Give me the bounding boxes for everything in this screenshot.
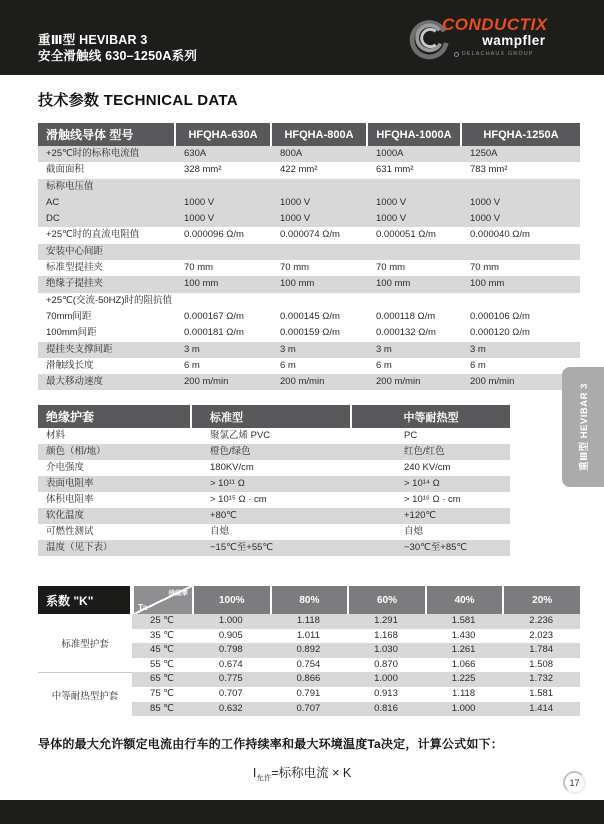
group-label-heat-resistant: 中等耐热型护套 [38, 672, 132, 716]
ta-value: 85 ℃ [150, 702, 174, 714]
insulation-table-row [38, 476, 510, 492]
row-label: 最大移动速度 [46, 376, 104, 388]
row-label: 体积电阻率 [46, 494, 94, 505]
conductor-table-row [38, 179, 580, 195]
formula-subscript: 允许 [256, 773, 272, 783]
duty-cycle-header: 20% [502, 586, 580, 614]
page-title: 技术参数 TECHNICAL DATA [38, 92, 238, 109]
cell-value: 1250A [470, 148, 498, 159]
k-value: 1.000 [374, 673, 398, 685]
k-table-title-cell: 系数 "K" [38, 586, 132, 614]
insulation-table-row [38, 524, 510, 540]
column-header: 标准型 [192, 405, 352, 428]
k-table-row [132, 672, 580, 687]
k-value: 0.632 [218, 702, 243, 714]
row-label: 截面面积 [46, 164, 85, 176]
logo-brand: CONDUCTIX [442, 15, 548, 34]
footer-bar [0, 800, 604, 824]
column-header: HFQHA-1000A [368, 123, 462, 146]
row-label: 100mm间距 [46, 327, 97, 339]
duty-cycle-header: 80% [270, 586, 348, 614]
note-paragraph: 导体的最大允许额定电流由行车的工作持续率和最大环境温度Ta决定，计算公式如下： [38, 737, 503, 751]
insulation-table-row [38, 444, 510, 460]
insulation-table-row [38, 460, 510, 476]
section-side-tab [562, 367, 604, 487]
k-value: 1.581 [451, 615, 476, 626]
standard-value: > 10¹⁵ Ω · cm [210, 494, 267, 505]
k-value: 1.291 [374, 615, 398, 626]
k-value: 1.011 [296, 629, 320, 641]
insulation-table-row [38, 508, 510, 524]
k-value: 1.118 [296, 615, 320, 626]
cell-value: 200 m/min [280, 376, 325, 388]
row-label: 可燃性测试 [46, 526, 94, 537]
row-label: +25℃时的直流电阻值 [46, 229, 140, 241]
conductor-table-header [38, 123, 580, 146]
heat-resistant-value: > 10¹⁶ Ω · cm [404, 494, 461, 505]
cell-value: 0.000181 Ω/m [184, 327, 244, 339]
cell-value: 800A [280, 148, 303, 159]
conductor-table-row [38, 309, 580, 325]
conductor-table-row [38, 358, 580, 374]
cell-value: 0.000051 Ω/m [376, 229, 436, 241]
standard-value: +80℃ [210, 510, 237, 521]
standard-value: 自熄 [210, 526, 230, 537]
column-header: 中等耐热型 [352, 405, 510, 428]
column-header: HFQHA-630A [176, 123, 272, 146]
k-table-rows [132, 614, 580, 716]
k-value: 1.168 [374, 629, 398, 641]
cell-value: 0.000145 Ω/m [280, 310, 340, 322]
row-label: 滑触线长度 [46, 359, 94, 371]
row-label: 安装中心间距 [46, 245, 104, 257]
standard-value: > 10¹¹ Ω [210, 478, 245, 489]
row-label: 提挂夹支撑间距 [46, 343, 113, 355]
page-number: 17 [569, 777, 580, 788]
k-value: 1.430 [451, 629, 476, 641]
insulation-table-row [38, 492, 510, 508]
row-label: 绝缘子提挂夹 [46, 278, 104, 290]
row-label: 材料 [46, 430, 66, 441]
conductix-wampfler-logo [408, 16, 588, 68]
k-table-left-column [38, 586, 132, 716]
logo-tagline [454, 51, 534, 57]
duty-cycle-header: 60% [347, 586, 425, 614]
ta-value: 35 ℃ [150, 629, 174, 641]
k-table-row [132, 658, 580, 673]
k-table-row [132, 629, 580, 644]
formula-rest: =标称电流 × K [271, 766, 352, 780]
series-title-line2: 安全滑触线 630–1250A系列 [38, 49, 198, 63]
cell-value: 328 mm² [184, 164, 222, 176]
conductor-table-row [38, 162, 580, 178]
standard-value: −15℃至+55℃ [210, 542, 274, 553]
cell-value: 0.000096 Ω/m [184, 229, 244, 241]
standard-value: 180KV/cm [210, 462, 254, 473]
conductor-table-row [38, 293, 580, 309]
k-value: 0.707 [218, 687, 243, 699]
row-label: 软化温度 [46, 510, 85, 521]
k-table-header-row [132, 586, 580, 614]
ta-value: 55 ℃ [150, 658, 174, 670]
k-value: 2.023 [529, 629, 554, 641]
ta-value: 25 ℃ [150, 615, 174, 626]
cell-value: 70 mm [184, 262, 214, 274]
k-value: 1.732 [529, 673, 554, 685]
cell-value: 630A [184, 148, 207, 159]
cell-value: 1000A [376, 148, 404, 159]
column-header: 滑触线导体 型号 [38, 123, 176, 146]
k-value: 0.905 [218, 629, 243, 641]
cell-value: 70 mm [376, 262, 406, 274]
k-value: 0.892 [296, 644, 321, 656]
k-value: 1.000 [451, 702, 476, 714]
cell-value: 0.000118 Ω/m [376, 310, 436, 322]
header-bar [0, 0, 604, 75]
row-label: 颜色（相/地） [46, 446, 106, 457]
cell-value: 6 m [280, 359, 296, 371]
cell-value: 70 mm [280, 262, 310, 274]
side-tab-label: 重Ⅲ型 HEVIBAR 3 [579, 383, 590, 471]
k-value: 1.508 [529, 658, 554, 670]
k-table-grid [132, 586, 580, 716]
heat-resistant-value: 自熄 [404, 526, 424, 537]
conductor-table-row [38, 260, 580, 276]
row-label: 介电强度 [46, 462, 85, 473]
heat-resistant-value: PC [404, 430, 418, 441]
logo-subbrand: wampfler [482, 33, 546, 48]
insulation-table-row [38, 428, 510, 444]
duty-cycle-label: 持续率 [168, 590, 188, 597]
document-title [38, 32, 197, 64]
formula-base: I [252, 766, 257, 780]
heat-resistant-value: 240 KV/cm [404, 462, 451, 473]
column-header: HFQHA-1250A [462, 123, 580, 146]
column-header: HFQHA-800A [272, 123, 368, 146]
k-value: 0.866 [296, 673, 321, 685]
cell-value: 0.000074 Ω/m [280, 229, 340, 241]
delachaux-icon [454, 52, 459, 57]
insulation-table [38, 405, 510, 556]
series-title-line1: 重Ⅲ型 HEVIBAR 3 [38, 33, 148, 47]
column-header: 绝缘护套 [38, 405, 192, 428]
k-value: 1.066 [451, 658, 476, 670]
cell-value: 3 m [184, 343, 200, 355]
logo-text [442, 16, 548, 57]
duty-cycle-header: 100% [192, 586, 270, 614]
cell-value: 3 m [470, 343, 486, 355]
ta-label: Ta [138, 602, 148, 612]
cell-value: 0.000167 Ω/m [184, 310, 244, 322]
cell-value: 6 m [184, 359, 200, 371]
cell-value: 0.000120 Ω/m [470, 327, 530, 339]
k-table-row [132, 687, 580, 702]
row-label: 标称电压值 [46, 180, 94, 192]
k-value: 0.754 [296, 658, 321, 670]
cell-value: 100 mm [184, 278, 219, 290]
cell-value: 6 m [376, 359, 392, 371]
row-label: +25℃(交流-50HZ)时的阻抗值 [46, 294, 173, 306]
row-label: 表面电阻率 [46, 478, 94, 489]
k-table-row [132, 614, 580, 629]
insulation-table-body [38, 428, 510, 556]
cell-value: 422 mm² [280, 164, 318, 176]
conductor-table [38, 123, 580, 390]
cell-value: 200 m/min [376, 376, 421, 388]
duty-cycle-header: 40% [425, 586, 503, 614]
k-value: 2.236 [529, 615, 554, 626]
cell-value: 1000 V [376, 213, 407, 225]
heat-resistant-value: −30℃至+85℃ [404, 542, 468, 553]
cell-value: 100 mm [470, 278, 505, 290]
cell-value: 1000 V [280, 196, 311, 208]
k-value: 0.870 [374, 658, 398, 670]
page-number-badge [563, 771, 586, 794]
row-label: 温度（见下表） [46, 542, 113, 553]
insulation-table-row [38, 540, 510, 556]
conductor-table-row [38, 276, 580, 292]
k-value: 1.581 [529, 687, 554, 699]
diagonal-header-cell [132, 586, 192, 614]
k-value: 1.414 [529, 702, 554, 714]
k-value: 1.784 [529, 644, 554, 656]
row-label: 标准型提挂夹 [46, 262, 104, 274]
cell-value: 200 m/min [470, 376, 515, 388]
ta-value: 75 ℃ [150, 687, 174, 699]
cell-value: 3 m [376, 343, 392, 355]
k-factor-table [38, 586, 580, 716]
row-label: 70mm间距 [46, 310, 92, 322]
cell-value: 1000 V [470, 213, 501, 225]
k-value: 1.000 [218, 615, 243, 626]
heat-resistant-value: 红色/红色 [404, 446, 445, 457]
k-value: 0.913 [374, 687, 398, 699]
cell-value: 3 m [280, 343, 296, 355]
cell-value: 1000 V [376, 196, 407, 208]
k-table-row [132, 702, 580, 717]
cell-value: 0.000040 Ω/m [470, 229, 530, 241]
ta-value: 65 ℃ [150, 673, 174, 685]
k-table-row [132, 643, 580, 658]
cell-value: 0.000132 Ω/m [376, 327, 436, 339]
conductor-table-row [38, 146, 580, 162]
k-value: 0.707 [296, 702, 321, 714]
cell-value: 1000 V [184, 196, 215, 208]
cell-value: 1000 V [470, 196, 501, 208]
conductor-table-row [38, 227, 580, 243]
heat-resistant-value: > 10¹⁴ Ω [404, 478, 440, 489]
cell-value: 1000 V [280, 213, 311, 225]
formula [0, 763, 604, 784]
group-label-standard: 标准型护套 [61, 639, 109, 651]
cell-value: 1000 V [184, 213, 215, 225]
conductor-table-row [38, 374, 580, 390]
row-label: +25℃时的标称电流值 [46, 148, 140, 159]
conductor-table-row [38, 244, 580, 260]
k-value: 0.791 [296, 687, 321, 699]
logo-tagline-text: DELACHAUX GROUP [461, 51, 534, 57]
cell-value: 0.000159 Ω/m [280, 327, 340, 339]
cell-value: 783 mm² [470, 164, 508, 176]
cell-value: 100 mm [376, 278, 411, 290]
cell-value: 631 mm² [376, 164, 414, 176]
cell-value: 70 mm [470, 262, 500, 274]
k-value: 1.261 [451, 644, 476, 656]
k-value: 1.030 [374, 644, 398, 656]
conductor-table-row [38, 211, 580, 227]
row-label: DC [46, 213, 60, 225]
conductor-table-row [38, 325, 580, 341]
conductor-table-row [38, 342, 580, 358]
conductor-table-row [38, 195, 580, 211]
k-value: 0.816 [374, 702, 398, 714]
cell-value: 0.000106 Ω/m [470, 310, 530, 322]
standard-value: 聚氯乙烯 PVC [210, 430, 271, 441]
k-value: 0.798 [218, 644, 243, 656]
k-value: 1.225 [451, 673, 476, 685]
standard-value: 橙色/绿色 [210, 446, 251, 457]
k-value: 0.674 [218, 658, 243, 670]
insulation-table-header [38, 405, 510, 428]
row-label: AC [46, 196, 60, 208]
cell-value: 6 m [470, 359, 486, 371]
conductor-table-body [38, 146, 580, 390]
heat-resistant-value: +120℃ [404, 510, 437, 521]
cell-value: 100 mm [280, 278, 315, 290]
cell-value: 200 m/min [184, 376, 229, 388]
k-value: 0.775 [218, 673, 243, 685]
k-value: 1.118 [452, 687, 476, 699]
ta-value: 45 ℃ [150, 644, 174, 656]
